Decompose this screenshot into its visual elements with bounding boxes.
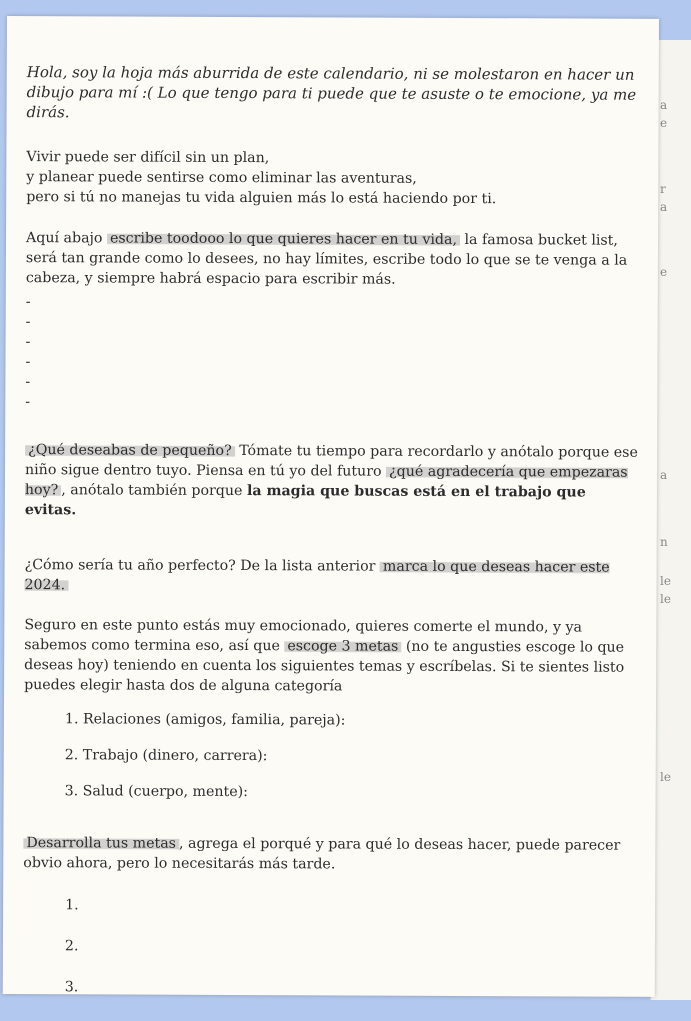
calendar-page bbox=[3, 16, 659, 997]
future-highlight: ¿qué agradecería que empezaras hoy? bbox=[24, 463, 628, 499]
intro-text: Hola, soy la hoja más aburrida de este calendario, ni se molestaron en hacer un dibujo para mí :( Lo que tengo para ti puede que te asuste o te emocione, ya me dirás. bbox=[26, 63, 637, 122]
perfect-year-paragraph bbox=[24, 555, 639, 598]
goals-paragraph bbox=[24, 615, 639, 698]
goal-item: 3. bbox=[64, 979, 79, 996]
goal-item: 2. bbox=[64, 938, 79, 955]
page-content bbox=[23, 62, 642, 1021]
back-mark: a bbox=[660, 200, 668, 214]
dash-item: - bbox=[25, 334, 31, 351]
plan-line: y planear puede sentirse como eliminar las aventuras, bbox=[26, 169, 417, 187]
goal-item: 1. bbox=[65, 897, 79, 914]
develop-text: , agrega el porqué y para qué lo deseas hacer, puede parecer obvio ahora, pero lo necesitarás más tarde. bbox=[23, 835, 621, 873]
plan-line: pero si tú no manejas tu vida alguien más lo está haciendo por ti. bbox=[26, 189, 497, 208]
dash-item: - bbox=[25, 314, 31, 331]
back-mark: e bbox=[660, 116, 668, 130]
category-item: 3. Salud (cuerpo, mente): bbox=[64, 783, 248, 801]
dash-item: - bbox=[25, 294, 31, 311]
back-mark: e bbox=[660, 265, 668, 279]
magic-bold-text: la magia que buscas está en el trabajo que evitas. bbox=[24, 483, 586, 519]
dash-item: - bbox=[25, 374, 31, 391]
category-item: 1. Relaciones (amigos, familia, pareja): bbox=[64, 711, 346, 729]
back-mark: le bbox=[660, 592, 671, 606]
back-mark: le bbox=[660, 770, 671, 784]
childhood-text: Tómate tu tiempo para recordarlo y anótalo porque ese niño sigue dentro tuyo. Piensa en tú yo del futuro bbox=[24, 442, 638, 480]
dash-item: - bbox=[25, 354, 31, 371]
childhood-paragraph bbox=[25, 440, 640, 523]
dash-item: - bbox=[25, 394, 31, 411]
childhood-text-2: , anótalo también porque bbox=[61, 482, 247, 500]
develop-paragraph bbox=[23, 833, 638, 876]
goals-highlight: escoge 3 metas bbox=[284, 638, 401, 655]
back-mark: a bbox=[660, 468, 668, 482]
goals-list bbox=[65, 895, 639, 1020]
back-mark: le bbox=[660, 574, 671, 588]
goals-text: Seguro en este punto estás muy emocionado, quieres comerte el mundo, y ya sabemos como termina eso, así que bbox=[24, 617, 583, 655]
bucket-list-paragraph bbox=[26, 228, 641, 291]
category-item: 2. Trabajo (dinero, carrera): bbox=[64, 747, 268, 765]
back-mark: a bbox=[660, 98, 668, 112]
develop-highlight: Desarrolla tus metas bbox=[23, 835, 179, 852]
bucket-pre: Aquí abajo bbox=[25, 230, 108, 247]
bucket-dash-list bbox=[25, 292, 641, 415]
goals-text-2: (no te angusties escoge lo que deseas hoy) teniendo en cuenta los siguientes temas y escríbelas. Si te sientes listo puedes elegir hasta dos de alguna categoría bbox=[24, 638, 625, 695]
perfect-year-highlight: marca lo que deseas hacer este 2024. bbox=[24, 558, 610, 594]
categories-list bbox=[65, 709, 639, 820]
bucket-highlight: escribe toodooo lo que quieres hacer en tu vida, bbox=[107, 230, 460, 248]
plan-line: Vivir puede ser difícil sin un plan, bbox=[26, 149, 270, 167]
childhood-highlight: ¿Qué deseabas de pequeño? bbox=[25, 442, 235, 459]
bucket-post: la famosa bucket list, será tan grande como lo desees, no hay límites, escribe todo lo que se te venga a la cabeza, y siempre habrá espacio para escribir más. bbox=[25, 231, 628, 288]
back-mark: n bbox=[660, 535, 668, 549]
perfect-year-text: ¿Cómo sería tu año perfecto? De la lista anterior bbox=[24, 557, 380, 575]
back-mark: r bbox=[660, 182, 666, 196]
